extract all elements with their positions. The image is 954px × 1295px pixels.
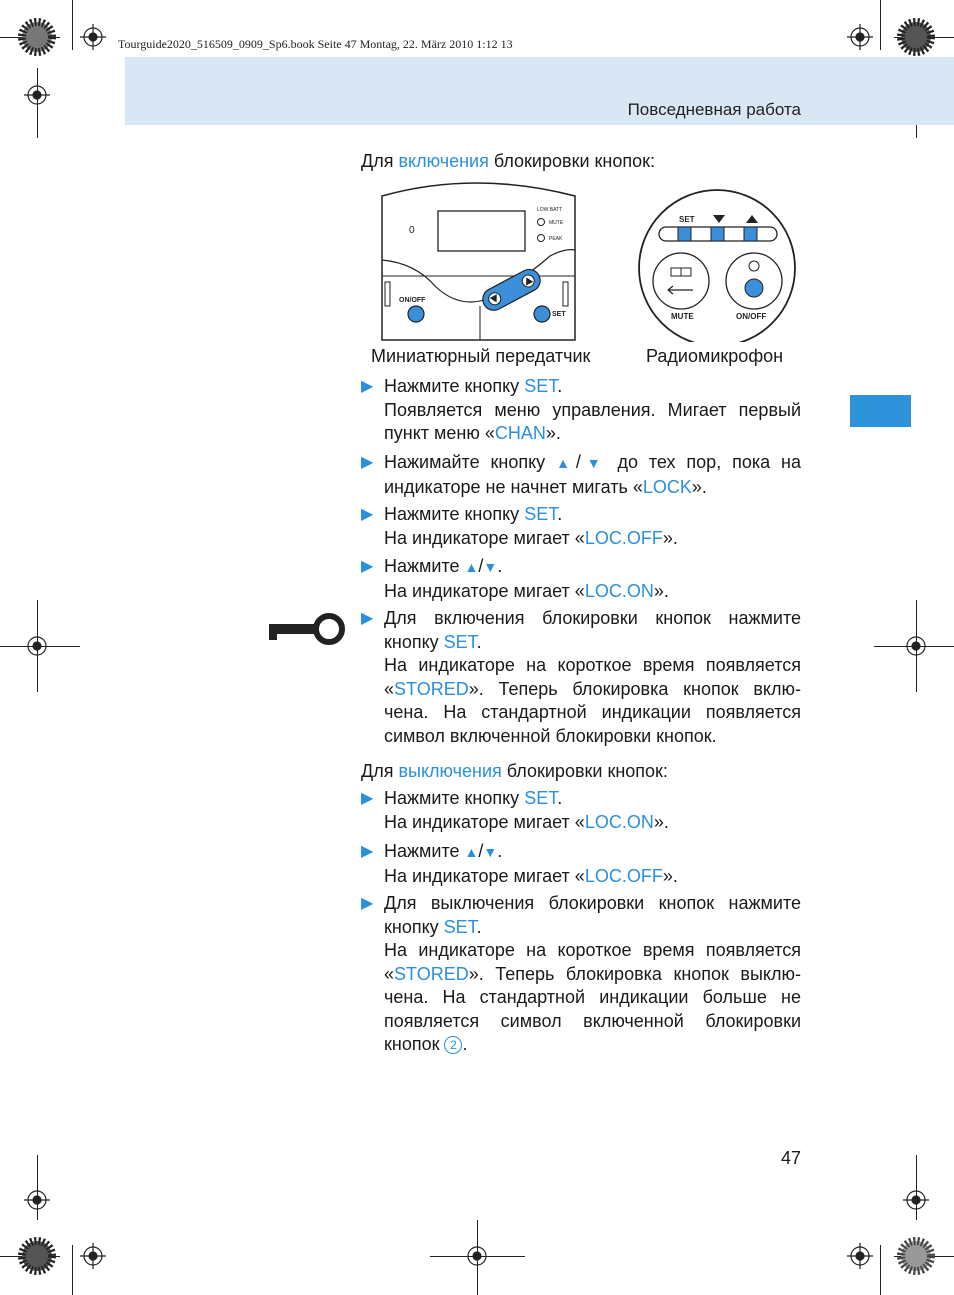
mute-switch-icon <box>653 253 709 309</box>
registration-target-icon <box>847 24 873 50</box>
low-batt-label: LOW BATT <box>537 207 563 213</box>
mic-set-button-icon <box>678 227 691 241</box>
registration-target-icon <box>468 1247 486 1265</box>
bullet-arrow-icon: ▶ <box>361 843 374 860</box>
on-off-button-icon <box>408 306 424 322</box>
page-number: 47 <box>780 1148 801 1168</box>
figure-ref-badge: 2 <box>444 1036 462 1054</box>
print-info-line: Tourguide2020_516509_0909_Sp6.book Seite 47 Montag, 22. März 2010 1:12 13 <box>118 37 513 51</box>
registration-target-icon <box>907 637 925 655</box>
registration-target-icon <box>24 86 50 104</box>
disable-step-2: ▶ Нажмите ▲/▼. На индикаторе мигает «LOC.OFF». <box>361 841 678 886</box>
up-arrow-icon: ▲ <box>464 559 479 575</box>
mute-label: MUTE <box>549 220 564 226</box>
registration-target-icon <box>903 1191 929 1209</box>
mic-set-label: SET <box>679 215 695 224</box>
mic-up-button-icon <box>744 227 757 241</box>
enable-step-3: ▶ Нажмите кнопку SET. На индикаторе мигает «LOC.OFF». <box>361 504 678 548</box>
color-wheel-icon <box>901 22 931 52</box>
set-button-icon <box>534 306 550 322</box>
mic-on-off-label: ON/OFF <box>736 312 767 321</box>
on-off-label: ON/OFF <box>399 297 426 304</box>
mic-mute-label: MUTE <box>671 312 694 321</box>
bullet-arrow-icon: ▶ <box>361 610 374 627</box>
microphone-figure <box>635 182 800 342</box>
header-band <box>125 57 954 125</box>
enable-step-1: ▶ Нажмите кнопку SET. Появляется меню управления. Мигает первый пункт меню «CHAN». <box>361 376 801 443</box>
transmitter-figure <box>375 178 590 343</box>
disable-step-3: ▶ Для выключения блокировки кнопок нажмите кнопку SET. На индикаторе на короткое время появляется «STORED». Теперь блокировка кнопок выклю-чена. На стандартной индикации больше не появляется символ включенной блокировки кнопок 2 . <box>361 893 801 1054</box>
mute-led-icon <box>538 219 545 226</box>
disable-step-1: ▶ Нажмите кнопку SET. На индикаторе мигает «LOC.ON». <box>361 788 669 832</box>
intro-text: блокировки кнопок: <box>488 151 655 171</box>
disable-intro: Для выключения блокировки кнопок: <box>361 761 668 781</box>
mic-down-button-icon <box>711 227 724 241</box>
down-arrow-icon: ▼ <box>483 844 498 860</box>
down-arrow-icon: ▼ <box>580 455 607 471</box>
color-wheel-icon <box>901 1241 931 1271</box>
key-icon <box>268 612 348 646</box>
color-wheel-icon <box>22 1241 52 1271</box>
transmitter-display <box>438 211 525 251</box>
bullet-arrow-icon: ▶ <box>361 790 374 807</box>
up-arrow-icon: ▲ <box>556 455 576 471</box>
bullet-arrow-icon: ▶ <box>361 506 374 523</box>
color-wheel-icon <box>22 22 52 52</box>
registration-target-icon <box>80 24 106 50</box>
down-arrow-icon: ▼ <box>483 559 498 575</box>
enable-step-4: ▶ Нажмите ▲/▼. На индикаторе мигает «LOC.ON». <box>361 556 669 601</box>
registration-target-icon <box>28 637 46 655</box>
intro-highlight: включения <box>398 151 489 171</box>
peak-label: PEAK <box>549 236 563 242</box>
bullet-arrow-icon: ▶ <box>361 558 374 575</box>
bullet-arrow-icon: ▶ <box>361 378 374 395</box>
bullet-arrow-icon: ▶ <box>361 454 374 471</box>
enable-intro <box>361 150 655 174</box>
mic-on-off-button-icon <box>745 279 763 297</box>
registration-target-icon <box>847 1243 873 1269</box>
transmitter-caption: Миниатюрный передатчик <box>371 346 591 366</box>
up-arrow-icon: ▲ <box>464 844 479 860</box>
intro-text: Для <box>361 151 399 171</box>
zero-label: 0 <box>409 225 415 236</box>
registration-target-icon <box>80 1243 106 1269</box>
enable-step-2: ▶ Нажимайте кнопку ▲/▼ до тех пор, пока на индикаторе не начнет мигать «LOCK». <box>361 452 801 497</box>
set-label: SET <box>552 311 566 318</box>
mic-caption: Радиомикрофон <box>646 346 784 366</box>
enable-step-5: ▶ Для включения блокировки кнопок нажмите кнопку SET. На индикаторе на короткое время появляется «STORED». Теперь блокировка кнопок вклю-чена. На стандартной индикации появляется символ включенной блокировки кнопок. <box>361 608 801 746</box>
bullet-arrow-icon: ▶ <box>361 895 374 912</box>
page-header-title: Повседневная работа <box>627 100 801 119</box>
chapter-side-tab <box>850 395 911 427</box>
registration-target-icon <box>24 1191 50 1209</box>
peak-led-icon <box>538 235 545 242</box>
